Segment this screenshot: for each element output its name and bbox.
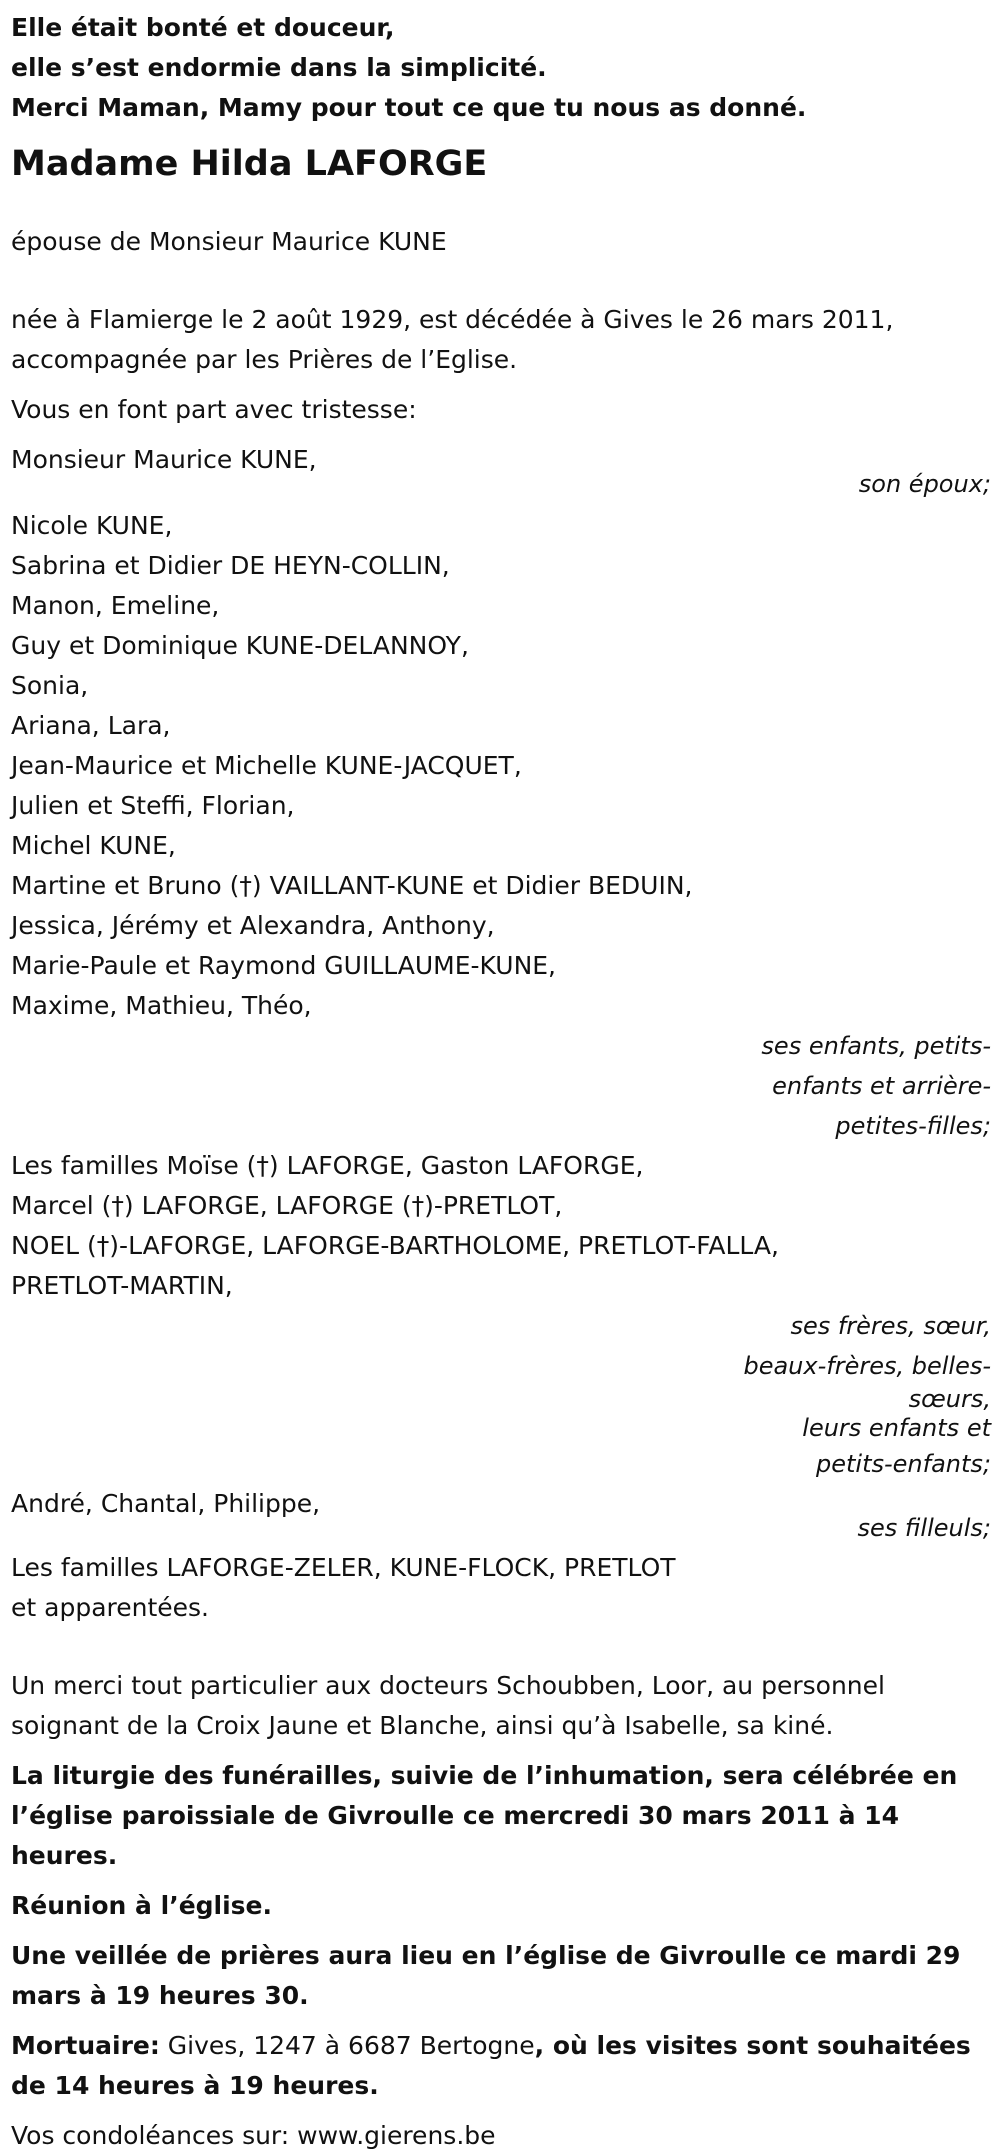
list-item: Jessica, Jérémy et Alexandra, Anthony, <box>11 911 495 940</box>
mortuary-visits: , où les visites sont souhaitées <box>534 2031 971 2060</box>
list-item: Nicole KUNE, <box>11 511 173 540</box>
announce-line: Vous en font part avec tristesse: <box>11 395 417 424</box>
list-item: Manon, Emeline, <box>11 591 220 620</box>
mortuary-label: Mortuaire: <box>11 2031 160 2060</box>
list-item: Sabrina et Didier DE HEYN-COLLIN, <box>11 551 450 580</box>
related-line-1: Les familles LAFORGE-ZELER, KUNE-FLOCK, PRETLOT <box>11 1553 676 1582</box>
list-item: Marcel (†) LAFORGE, LAFORGE (†)-PRETLOT, <box>11 1191 563 1220</box>
mortuary-address: Gives, 1247 à 6687 Bertogne <box>159 2031 535 2060</box>
spacer <box>11 430 991 440</box>
list-item: Jean-Maurice et Michelle KUNE-JACQUET, <box>11 751 522 780</box>
deceased-name: Madame Hilda LAFORGE <box>11 144 488 184</box>
list-item: Martine et Bruno (†) VAILLANT-KUNE et Didier BEDUIN, <box>11 871 693 900</box>
children-list <box>11 506 991 1026</box>
birth-death-line-1: née à Flamierge le 2 août 1929, est décédée à Gives le 26 mars 2011, <box>11 305 894 334</box>
spacer <box>11 1876 991 1886</box>
list-item: NOEL (†)-LAFORGE, LAFORGE-BARTHOLOME, PRETLOT-FALLA, <box>11 1231 779 1260</box>
families-role-line-2: beaux-frères, belles- <box>743 1352 991 1380</box>
birth-death-line-2: accompagnée par les Prières de l’Eglise. <box>11 345 518 374</box>
spacer <box>11 1926 991 1936</box>
list-item: Julien et Steffi, Florian, <box>11 791 295 820</box>
vigil-line-2: mars à 19 heures 30. <box>11 1981 309 2010</box>
condolences-line: Vos condoléances sur: www.gierens.be <box>11 2121 496 2150</box>
spacer <box>11 186 991 222</box>
intro-line-2: elle s’est endormie dans la simplicité. <box>11 53 547 82</box>
vigil-line-1: Une veillée de prières aura lieu en l’église de Givroulle ce mardi 29 <box>11 1941 961 1970</box>
list-item: Marie-Paule et Raymond GUILLAUME-KUNE, <box>11 951 557 980</box>
thanks-line-1: Un merci tout particulier aux docteurs Schoubben, Loor, au personnel <box>11 1671 885 1700</box>
list-item: Maxime, Mathieu, Théo, <box>11 991 312 1020</box>
husband-role: son époux; <box>858 470 991 498</box>
families-role-line-1: ses frères, sœur, <box>790 1312 991 1340</box>
related-line-2: et apparentées. <box>11 1593 209 1622</box>
intro-line-3: Merci Maman, Mamy pour tout ce que tu nous as donné. <box>11 93 807 122</box>
spouse-line: épouse de Monsieur Maurice KUNE <box>11 227 447 256</box>
godchildren-names: André, Chantal, Philippe, <box>11 1489 321 1518</box>
spacer <box>11 262 991 300</box>
list-item: PRETLOT-MARTIN, <box>11 1271 233 1300</box>
husband-name: Monsieur Maurice KUNE, <box>11 445 317 474</box>
families-role-line-4: leurs enfants et <box>802 1414 991 1442</box>
list-item: Guy et Dominique KUNE-DELANNOY, <box>11 631 469 660</box>
mortuary-line-1 <box>11 2026 991 2066</box>
list-item: Sonia, <box>11 671 89 700</box>
godchildren-role: ses filleuls; <box>857 1514 991 1542</box>
spacer <box>11 1746 991 1756</box>
families-role-line-3: sœurs, <box>908 1385 991 1413</box>
children-role-line-3: petites-filles; <box>835 1112 991 1140</box>
families-list <box>11 1146 991 1306</box>
families-role <box>731 1306 991 1484</box>
children-role-line-1: ses enfants, petits- <box>761 1032 991 1060</box>
meeting-line: Réunion à l’église. <box>11 1891 273 1920</box>
spacer <box>11 2106 991 2116</box>
spacer <box>11 380 991 390</box>
intro-line-1: Elle était bonté et douceur, <box>11 13 395 42</box>
thanks-line-2: soignant de la Croix Jaune et Blanche, ainsi qu’à Isabelle, sa kiné. <box>11 1711 834 1740</box>
list-item: Les familles Moïse (†) LAFORGE, Gaston LAFORGE, <box>11 1151 644 1180</box>
children-role-line-2: enfants et arrière- <box>772 1072 991 1100</box>
children-role <box>731 1026 991 1146</box>
liturgy-line-2: l’église paroissiale de Givroulle ce mercredi 30 mars 2011 à 14 heures. <box>11 1801 899 1870</box>
obituary-content <box>11 8 991 2156</box>
families-role-line-5: petits-enfants; <box>816 1450 991 1478</box>
list-item: Ariana, Lara, <box>11 711 171 740</box>
liturgy-line-1: La liturgie des funérailles, suivie de l’inhumation, sera célébrée en <box>11 1761 958 1790</box>
mortuary-line-2: de 14 heures à 19 heures. <box>11 2071 379 2100</box>
spacer <box>11 2016 991 2026</box>
list-item: Michel KUNE, <box>11 831 176 860</box>
spacer <box>11 1628 991 1666</box>
